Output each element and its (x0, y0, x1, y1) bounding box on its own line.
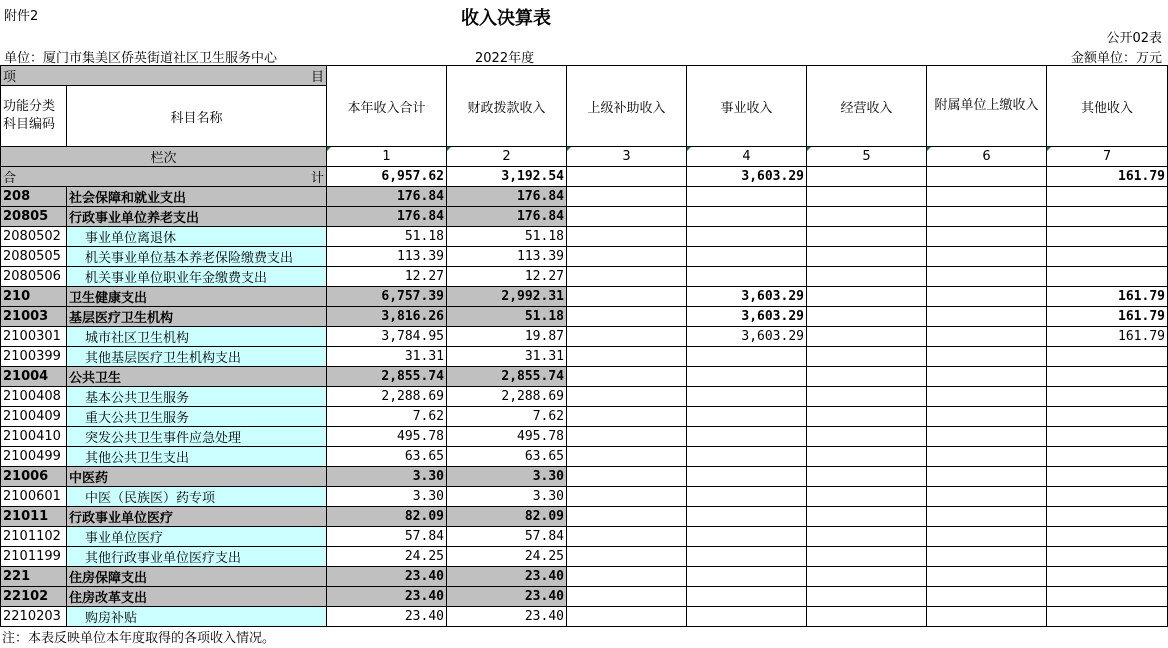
row-value (1047, 267, 1168, 287)
row-value: 82.09 (447, 507, 567, 527)
row-value (567, 567, 687, 587)
row-name: 行政事业单位养老支出 (67, 207, 327, 227)
row-value: 19.87 (447, 327, 567, 347)
row-name: 中医（民族医）药专项 (67, 487, 327, 507)
row-value (567, 227, 687, 247)
row-value: 12.27 (327, 267, 447, 287)
row-value (567, 287, 687, 307)
row-value (567, 387, 687, 407)
row-code: 221 (1, 567, 67, 587)
row-code: 21006 (1, 467, 67, 487)
row-value (1047, 387, 1168, 407)
col-head-4: 事业收入 (687, 66, 807, 147)
code-col-header: 功能分类 科目编码 (1, 86, 67, 147)
total-value: 6,957.62 (327, 167, 447, 187)
row-value (807, 367, 927, 387)
row-value (687, 527, 807, 547)
row-name: 行政事业单位医疗 (67, 507, 327, 527)
unit-label: 单位：厦门市集美区侨英街道社区卫生服务中心 (4, 51, 278, 66)
row-value (927, 407, 1047, 427)
row-value: 24.25 (447, 547, 567, 567)
row-value (1047, 507, 1168, 527)
row-value (807, 207, 927, 227)
row-value (567, 207, 687, 227)
row-value (927, 347, 1047, 367)
row-value: 113.39 (327, 247, 447, 267)
row-value (687, 447, 807, 467)
table-row (1, 307, 1168, 327)
row-value (807, 487, 927, 507)
row-code: 2080505 (1, 247, 67, 267)
row-name: 其他基层医疗卫生机构支出 (67, 347, 327, 367)
row-value (927, 387, 1047, 407)
item-left: 项 (3, 70, 17, 85)
row-value (687, 227, 807, 247)
row-value (567, 587, 687, 607)
row-value (927, 287, 1047, 307)
row-value (807, 607, 927, 627)
row-value: 2,855.74 (327, 367, 447, 387)
table-row (1, 227, 1168, 247)
row-value (807, 247, 927, 267)
row-value (687, 567, 807, 587)
row-value (687, 487, 807, 507)
row-value (807, 307, 927, 327)
row-value (567, 347, 687, 367)
row-code: 20805 (1, 207, 67, 227)
row-value (1047, 427, 1168, 447)
row-value (927, 547, 1047, 567)
lane-num: 4 (687, 147, 807, 167)
row-code: 2100301 (1, 327, 67, 347)
row-value (1047, 347, 1168, 367)
row-value: 63.65 (447, 447, 567, 467)
row-value (1047, 567, 1168, 587)
table-row (1, 527, 1168, 547)
table-row (1, 507, 1168, 527)
col-head-6: 附属单位上缴收入 (927, 66, 1047, 147)
row-code: 2100409 (1, 407, 67, 427)
row-value (1047, 447, 1168, 467)
row-name: 城市社区卫生机构 (67, 327, 327, 347)
row-code: 2100408 (1, 387, 67, 407)
row-value (687, 547, 807, 567)
row-value: 3,603.29 (687, 327, 807, 347)
lane-label: 栏次 (1, 147, 327, 167)
row-value (927, 607, 1047, 627)
row-value (1047, 207, 1168, 227)
table-row (1, 567, 1168, 587)
row-value (807, 387, 927, 407)
col-head-2: 财政拨款收入 (447, 66, 567, 147)
row-value: 2,855.74 (447, 367, 567, 387)
row-value (687, 207, 807, 227)
row-value: 176.84 (327, 207, 447, 227)
row-value: 495.78 (327, 427, 447, 447)
row-value (1047, 247, 1168, 267)
row-value (927, 367, 1047, 387)
row-value (807, 507, 927, 527)
total-value (567, 167, 687, 187)
table-row (1, 487, 1168, 507)
row-value (1047, 407, 1168, 427)
row-value: 3,603.29 (687, 307, 807, 327)
row-value (567, 447, 687, 467)
row-value (687, 387, 807, 407)
row-value (567, 427, 687, 447)
row-value: 161.79 (1047, 307, 1168, 327)
row-value (567, 527, 687, 547)
row-value (927, 227, 1047, 247)
row-name: 事业单位医疗 (67, 527, 327, 547)
row-value (807, 567, 927, 587)
row-value: 82.09 (327, 507, 447, 527)
row-value (687, 187, 807, 207)
table-row (1, 327, 1168, 347)
year-label: 2022年度 (475, 51, 535, 66)
table-row (1, 587, 1168, 607)
row-value (1047, 227, 1168, 247)
row-value: 3.30 (447, 467, 567, 487)
row-value: 176.84 (447, 207, 567, 227)
row-name: 基层医疗卫生机构 (67, 307, 327, 327)
row-value (687, 407, 807, 427)
total-value: 3,603.29 (687, 167, 807, 187)
row-value (927, 267, 1047, 287)
table-note: 注：本表反映单位本年度取得的各项收入情况。 (2, 631, 276, 646)
lane-num: 3 (567, 147, 687, 167)
row-value (687, 427, 807, 447)
row-value (1047, 487, 1168, 507)
row-value (1047, 467, 1168, 487)
row-value (567, 407, 687, 427)
col-head-7: 其他收入 (1047, 66, 1168, 147)
row-value (807, 447, 927, 467)
row-value (567, 507, 687, 527)
row-code: 22102 (1, 587, 67, 607)
row-value (807, 427, 927, 447)
row-value (567, 307, 687, 327)
row-value: 161.79 (1047, 287, 1168, 307)
row-value (807, 407, 927, 427)
row-value: 7.62 (447, 407, 567, 427)
row-value (567, 327, 687, 347)
row-name: 机关事业单位职业年金缴费支出 (67, 267, 327, 287)
row-value (807, 347, 927, 367)
row-value: 57.84 (327, 527, 447, 547)
row-value (567, 367, 687, 387)
row-code: 2101199 (1, 547, 67, 567)
total-right: 计 (310, 171, 324, 186)
row-value (927, 467, 1047, 487)
row-name: 公共卫生 (67, 367, 327, 387)
row-value: 23.40 (327, 567, 447, 587)
row-value (807, 287, 927, 307)
row-value (927, 527, 1047, 547)
table-row (1, 287, 1168, 307)
total-label (1, 167, 327, 187)
total-row (1, 167, 1168, 187)
row-value (927, 427, 1047, 447)
row-value: 7.62 (327, 407, 447, 427)
row-value (1047, 187, 1168, 207)
row-value: 2,992.31 (447, 287, 567, 307)
row-value (807, 267, 927, 287)
row-value (807, 327, 927, 347)
money-unit-label: 金额单位：万元 (1070, 51, 1162, 66)
row-name: 突发公共卫生事件应急处理 (67, 427, 327, 447)
row-name: 重大公共卫生服务 (67, 407, 327, 427)
row-name: 卫生健康支出 (67, 287, 327, 307)
row-value (567, 267, 687, 287)
row-value: 63.65 (327, 447, 447, 467)
row-name: 住房改革支出 (67, 587, 327, 607)
row-value: 3.30 (447, 487, 567, 507)
row-code: 2101102 (1, 527, 67, 547)
name-col-header: 科目名称 (67, 86, 327, 147)
lane-num: 6 (927, 147, 1047, 167)
row-value: 24.25 (327, 547, 447, 567)
row-value (687, 347, 807, 367)
row-value (927, 567, 1047, 587)
row-value (687, 367, 807, 387)
row-value: 2,288.69 (327, 387, 447, 407)
row-value (687, 467, 807, 487)
lane-num: 7 (1047, 147, 1168, 167)
row-value (1047, 587, 1168, 607)
row-code: 210 (1, 287, 67, 307)
row-value (807, 467, 927, 487)
row-code: 2100601 (1, 487, 67, 507)
row-value (927, 447, 1047, 467)
row-value: 31.31 (327, 347, 447, 367)
row-code: 2210203 (1, 607, 67, 627)
row-value (1047, 547, 1168, 567)
row-value: 23.40 (327, 587, 447, 607)
table-row (1, 447, 1168, 467)
row-value: 3.30 (327, 487, 447, 507)
total-left: 合 (3, 171, 17, 186)
table-row (1, 607, 1168, 627)
row-value (927, 327, 1047, 347)
row-name: 基本公共卫生服务 (67, 387, 327, 407)
attachment-label: 附件2 (4, 9, 39, 24)
row-value (567, 487, 687, 507)
row-value (687, 507, 807, 527)
lane-num: 5 (807, 147, 927, 167)
col-head-3: 上级补助收入 (567, 66, 687, 147)
row-value (687, 587, 807, 607)
table-row (1, 407, 1168, 427)
page-title: 收入决算表 (461, 8, 551, 29)
row-value: 31.31 (447, 347, 567, 367)
row-code: 2080502 (1, 227, 67, 247)
row-value: 51.18 (327, 227, 447, 247)
lane-num: 1 (327, 147, 447, 167)
table-row (1, 347, 1168, 367)
row-code: 2100399 (1, 347, 67, 367)
row-value: 3,816.26 (327, 307, 447, 327)
row-value (567, 247, 687, 267)
table-row (1, 267, 1168, 287)
row-name: 其他公共卫生支出 (67, 447, 327, 467)
form-number: 公开02表 (1106, 31, 1162, 46)
row-value (927, 487, 1047, 507)
row-code: 2100499 (1, 447, 67, 467)
table-row (1, 387, 1168, 407)
row-value: 176.84 (447, 187, 567, 207)
row-value: 23.40 (447, 607, 567, 627)
row-value (807, 187, 927, 207)
row-value: 51.18 (447, 227, 567, 247)
table-row (1, 367, 1168, 387)
row-value: 161.79 (1047, 327, 1168, 347)
row-code: 21004 (1, 367, 67, 387)
row-name: 机关事业单位基本养老保险缴费支出 (67, 247, 327, 267)
row-code: 208 (1, 187, 67, 207)
row-value: 23.40 (327, 607, 447, 627)
row-value (567, 467, 687, 487)
row-value: 23.40 (447, 567, 567, 587)
table-row (1, 547, 1168, 567)
row-value: 12.27 (447, 267, 567, 287)
row-value (687, 267, 807, 287)
table-row (1, 247, 1168, 267)
row-value (927, 207, 1047, 227)
row-code: 2100410 (1, 427, 67, 447)
col-head-5: 经营收入 (807, 66, 927, 147)
row-value (687, 247, 807, 267)
table-row (1, 187, 1168, 207)
row-value (927, 187, 1047, 207)
row-value: 6,757.39 (327, 287, 447, 307)
row-name: 社会保障和就业支出 (67, 187, 327, 207)
row-value: 3.30 (327, 467, 447, 487)
row-value (567, 187, 687, 207)
row-name: 中医药 (67, 467, 327, 487)
income-table (0, 65, 1168, 627)
row-value: 51.18 (447, 307, 567, 327)
row-value (927, 587, 1047, 607)
row-value: 23.40 (447, 587, 567, 607)
col-head-1: 本年收入合计 (327, 66, 447, 147)
row-value (1047, 367, 1168, 387)
row-value: 2,288.69 (447, 387, 567, 407)
row-value (927, 247, 1047, 267)
row-value (927, 507, 1047, 527)
total-value (927, 167, 1047, 187)
row-value (1047, 527, 1168, 547)
row-value: 495.78 (447, 427, 567, 447)
item-right: 目 (310, 70, 324, 85)
row-value: 3,603.29 (687, 287, 807, 307)
item-header (1, 66, 327, 86)
row-value: 176.84 (327, 187, 447, 207)
lane-num: 2 (447, 147, 567, 167)
row-name: 其他行政事业单位医疗支出 (67, 547, 327, 567)
total-value: 3,192.54 (447, 167, 567, 187)
row-value (807, 527, 927, 547)
table-row (1, 467, 1168, 487)
table-row (1, 427, 1168, 447)
total-value: 161.79 (1047, 167, 1168, 187)
total-value (807, 167, 927, 187)
row-value (1047, 607, 1168, 627)
row-name: 事业单位离退休 (67, 227, 327, 247)
row-name: 住房保障支出 (67, 567, 327, 587)
row-value (567, 547, 687, 567)
row-name: 购房补贴 (67, 607, 327, 627)
row-value (927, 307, 1047, 327)
row-value (687, 607, 807, 627)
row-value (807, 227, 927, 247)
row-code: 21003 (1, 307, 67, 327)
row-value: 113.39 (447, 247, 567, 267)
row-value: 3,784.95 (327, 327, 447, 347)
row-code: 21011 (1, 507, 67, 527)
row-value: 57.84 (447, 527, 567, 547)
row-value (807, 547, 927, 567)
row-value (807, 587, 927, 607)
table-row (1, 207, 1168, 227)
row-value (567, 607, 687, 627)
row-code: 2080506 (1, 267, 67, 287)
